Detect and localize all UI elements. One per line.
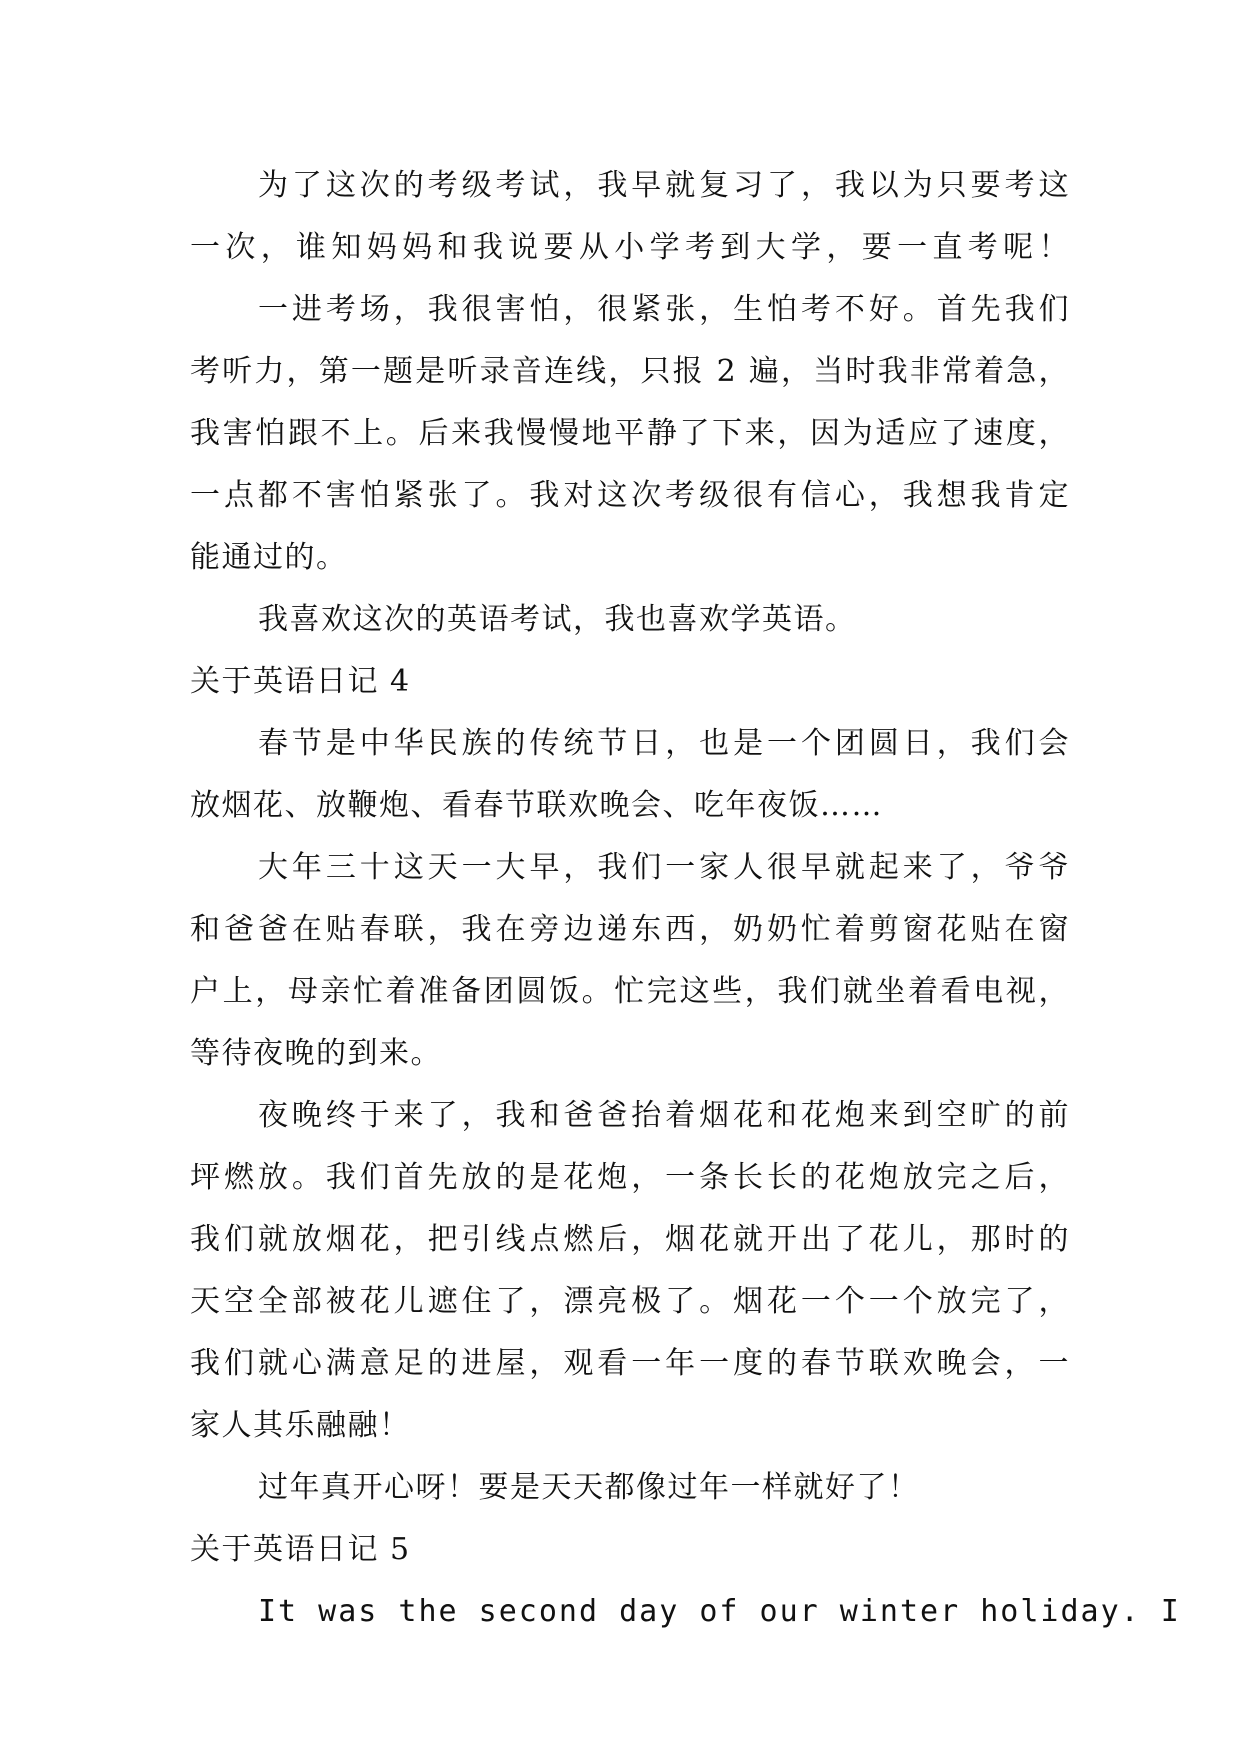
paragraph-line: 能通过的。 [190,540,348,575]
paragraph-line: 为了这次的考级考试，我早就复习了，我以为只要考这 [258,168,1070,203]
paragraph-line: 我们就放烟花，把引线点燃后，烟花就开出了花儿，那时的 [190,1222,1070,1257]
paragraph-line: 夜晚终于来了，我和爸爸抬着烟花和花炮来到空旷的前 [258,1098,1070,1133]
paragraph-line: 天空全部被花儿遮住了，漂亮极了。烟花一个一个放完了， [190,1284,1070,1319]
paragraph-line: 放烟花、放鞭炮、看春节联欢晚会、吃年夜饭…… [190,788,883,823]
paragraph-line: 春节是中华民族的传统节日，也是一个团圆日，我们会 [258,726,1070,761]
section-heading: 关于英语日记 4 [190,664,411,699]
paragraph-line: 一次，谁知妈妈和我说要从小学考到大学，要一直考呢！ [190,230,1070,265]
paragraph-line: 一点都不害怕紧张了。我对这次考级很有信心，我想我肯定 [190,478,1070,513]
paragraph-line: 过年真开心呀！要是天天都像过年一样就好了！ [258,1470,920,1505]
paragraph-line: 大年三十这天一大早，我们一家人很早就起来了，爷爷 [258,850,1070,885]
paragraph-line: 和爸爸在贴春联，我在旁边递东西，奶奶忙着剪窗花贴在窗 [190,912,1070,947]
paragraph-line: 一进考场，我很害怕，很紧张，生怕考不好。首先我们 [258,292,1070,327]
paragraph-line: 等待夜晚的到来。 [190,1036,442,1071]
paragraph-line: 我喜欢这次的英语考试，我也喜欢学英语。 [258,602,857,637]
paragraph-line: 考听力，第一题是听录音连线，只报 2 遍，当时我非常着急， [190,354,1070,389]
paragraph-line: 家人其乐融融！ [190,1408,411,1443]
paragraph-line: It was the second day of our winter holiday. I [258,1594,1181,1629]
paragraph-line: 坪燃放。我们首先放的是花炮，一条长长的花炮放完之后， [190,1160,1070,1195]
section-heading: 关于英语日记 5 [190,1532,411,1567]
paragraph-line: 我们就心满意足的进屋，观看一年一度的春节联欢晚会，一 [190,1346,1070,1381]
paragraph-line: 我害怕跟不上。后来我慢慢地平静了下来，因为适应了速度， [190,416,1070,451]
paragraph-line: 户上，母亲忙着准备团圆饭。忙完这些，我们就坐着看电视， [190,974,1070,1009]
